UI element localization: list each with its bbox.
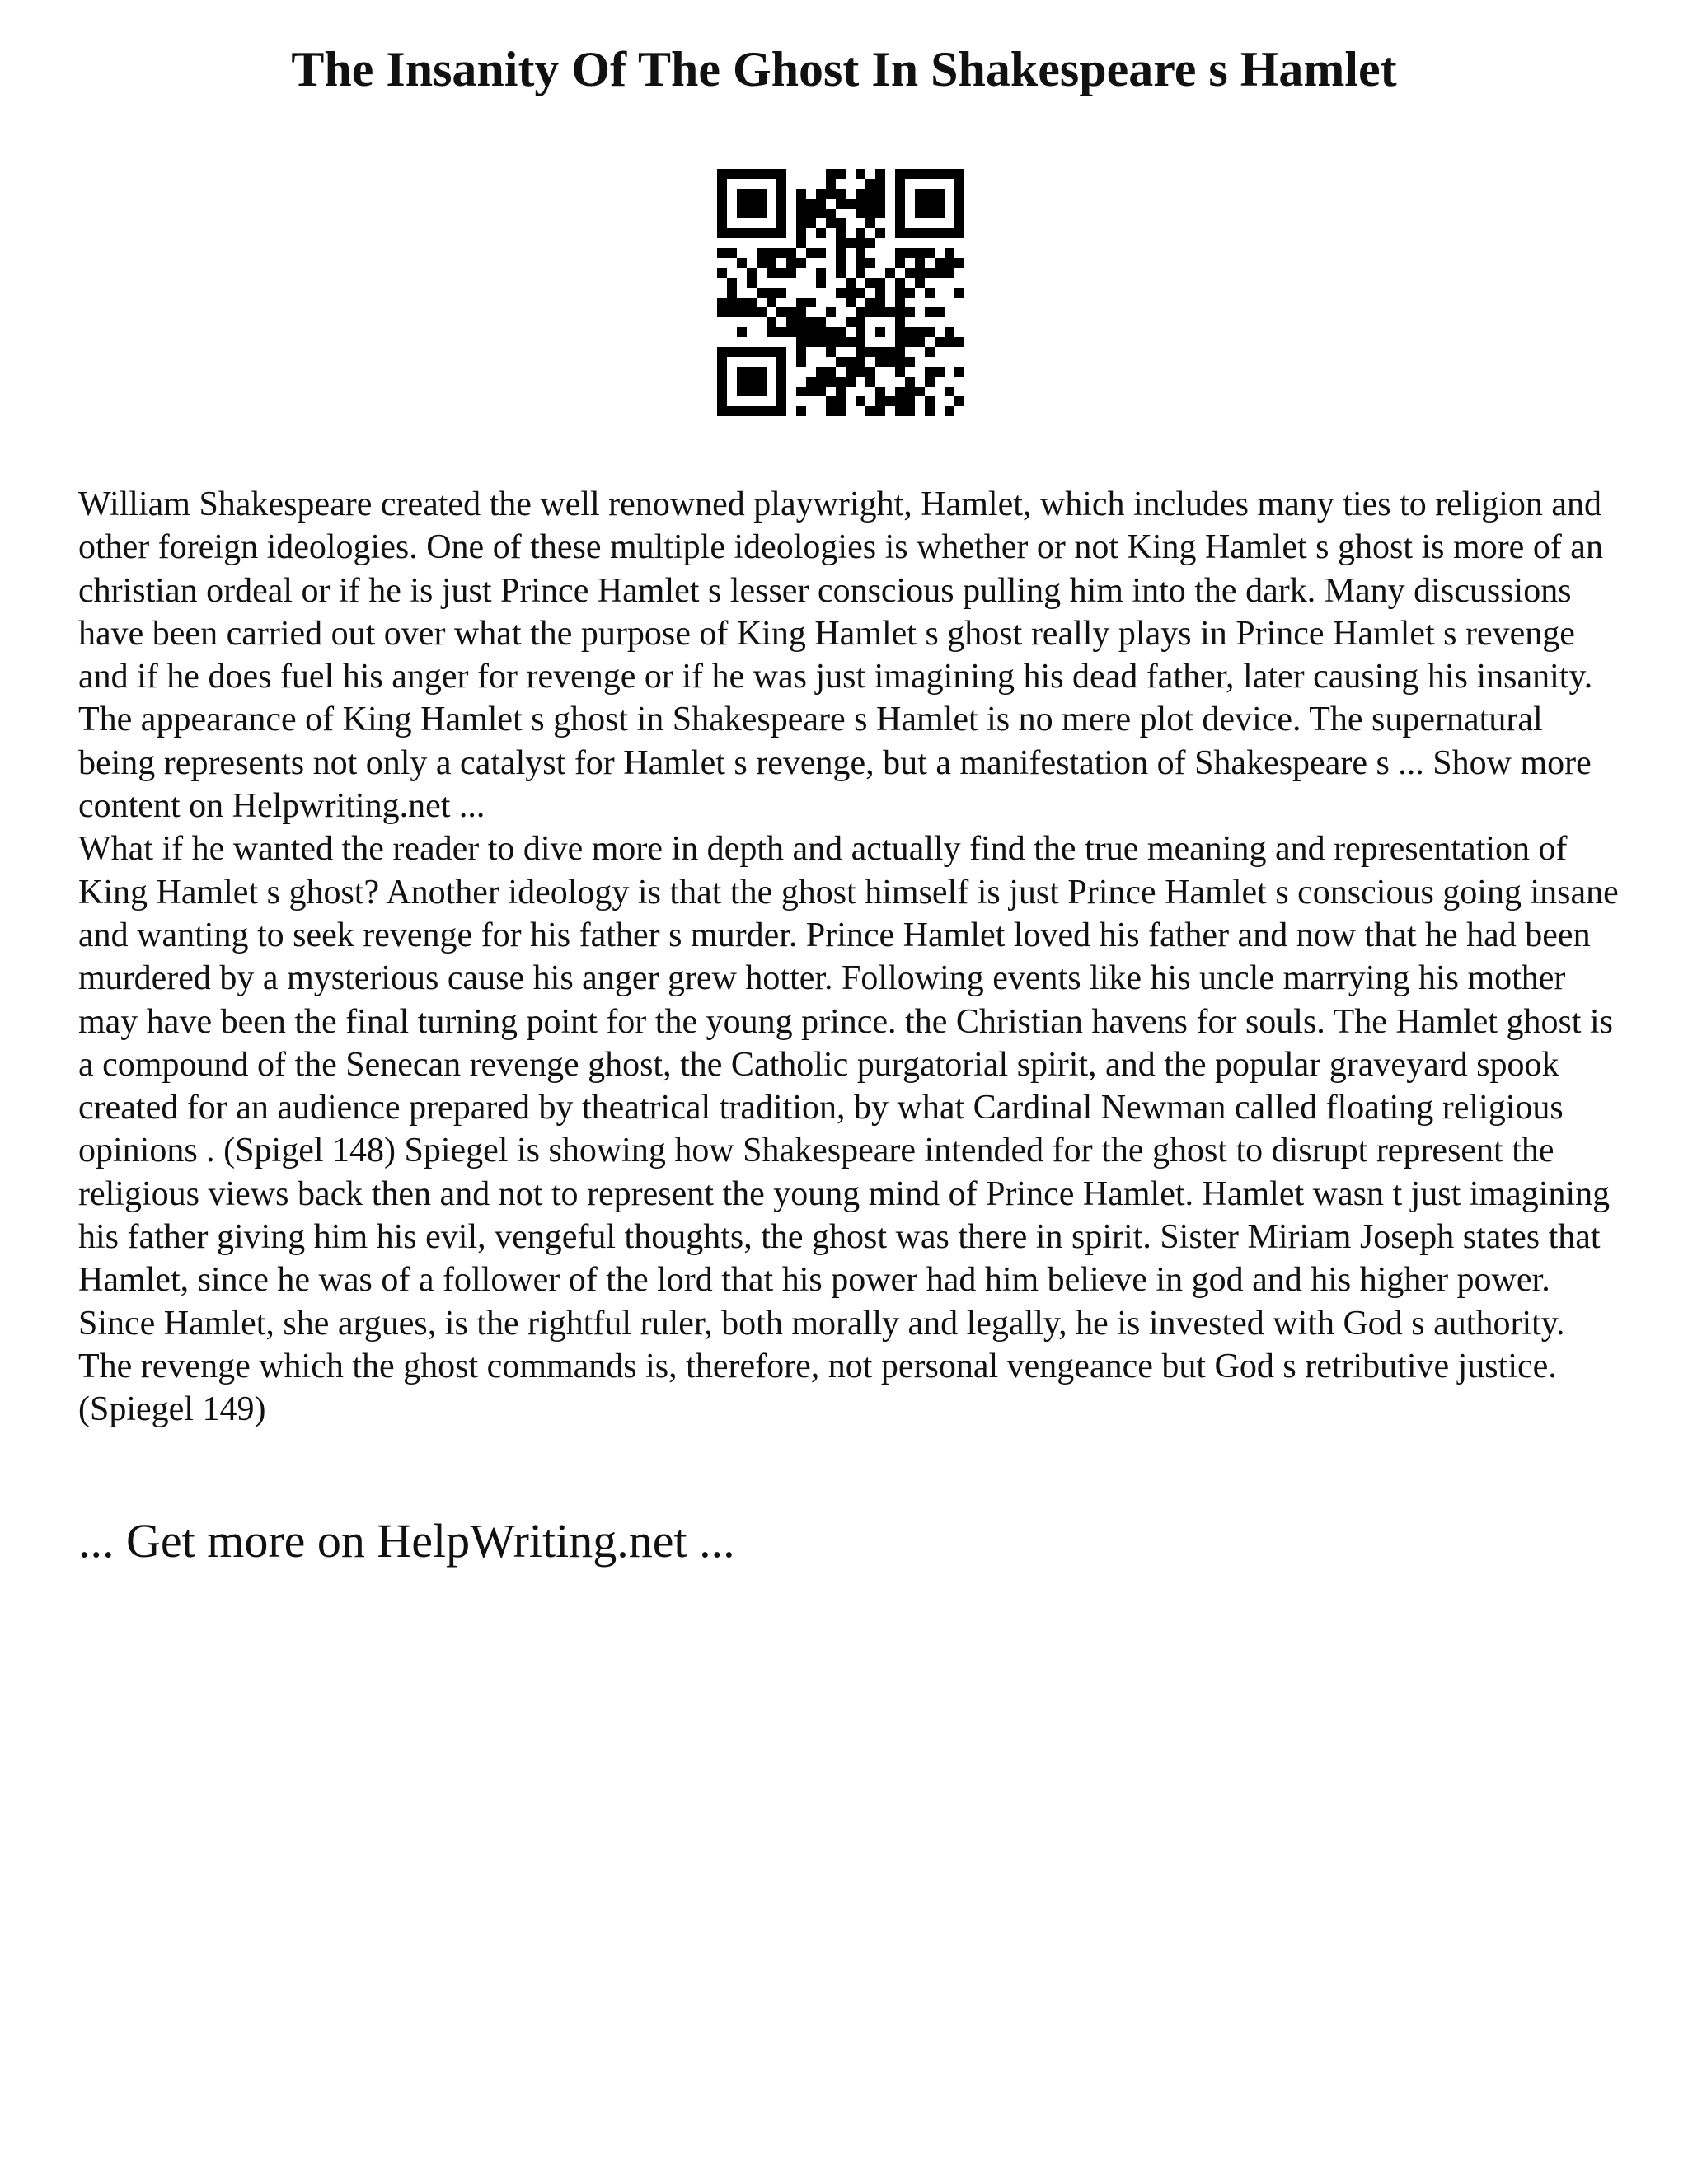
- essay-body: [78, 483, 1620, 1432]
- document-title: The Insanity Of The Ghost In Shakespeare s Hamlet: [291, 42, 1397, 96]
- qr-code-icon[interactable]: [717, 169, 964, 416]
- essay-paragraph-1: William Shakespeare created the well renowned playwright, Hamlet, which includes many ties to religion and other foreign ideologies. One of these multiple ideologies is whether or not King Hamlet s ghost is more of an christian ordeal or if he is just Prince Hamlet s lesser conscious pulling him into the dark. Many discussions have been carried out over what the purpose of King Hamlet s ghost really plays in Prince Hamlet s revenge and if he does fuel his anger for revenge or if he was just imagining his dead father, later causing his insanity. The appearance of King Hamlet s ghost in Shakespeare s Hamlet is no mere plot device. The supernatural being represents not only a catalyst for Hamlet s revenge, but a manifestation of Shakespeare s ... Show more content on Helpwriting.net ...: [78, 485, 1603, 826]
- essay-paragraph-2: What if he wanted the reader to dive more in depth and actually find the true meaning and representation of King Hamlet s ghost? Another ideology is that the ghost himself is just Prince Hamlet s conscious going insane and wanting to seek revenge for his father s murder. Prince Hamlet loved his father and now that he had been murdered by a mysterious cause his anger grew hotter. Following events like his uncle marrying his mother may have been the final turning point for the young prince. the Christian havens for souls. The Hamlet ghost is a compound of the Senecan revenge ghost, the Catholic purgatorial spirit, and the popular graveyard spook created for an audience prepared by theatrical tradition, by what Cardinal Newman called floating religious opinions . (Spigel 148) Spiegel is showing how Shakespeare intended for the ghost to disrupt represent the religious views back then and not to represent the young mind of Prince Hamlet. Hamlet wasn t just imagining his father giving him his evil, vengeful thoughts, the ghost was there in spirit. Sister Miriam Joseph states that Hamlet, since he was of a follower of the lord that his power had him believe in god and his higher power. Since Hamlet, she argues, is the rightful ruler, both morally and legally, he is invested with God s authority. The revenge which the ghost commands is, therefore, not personal vengeance but God s retributive justice. (Spiegel 149): [78, 830, 1619, 1429]
- get-more-link[interactable]: ... Get more on HelpWriting.net ...: [78, 1514, 735, 1568]
